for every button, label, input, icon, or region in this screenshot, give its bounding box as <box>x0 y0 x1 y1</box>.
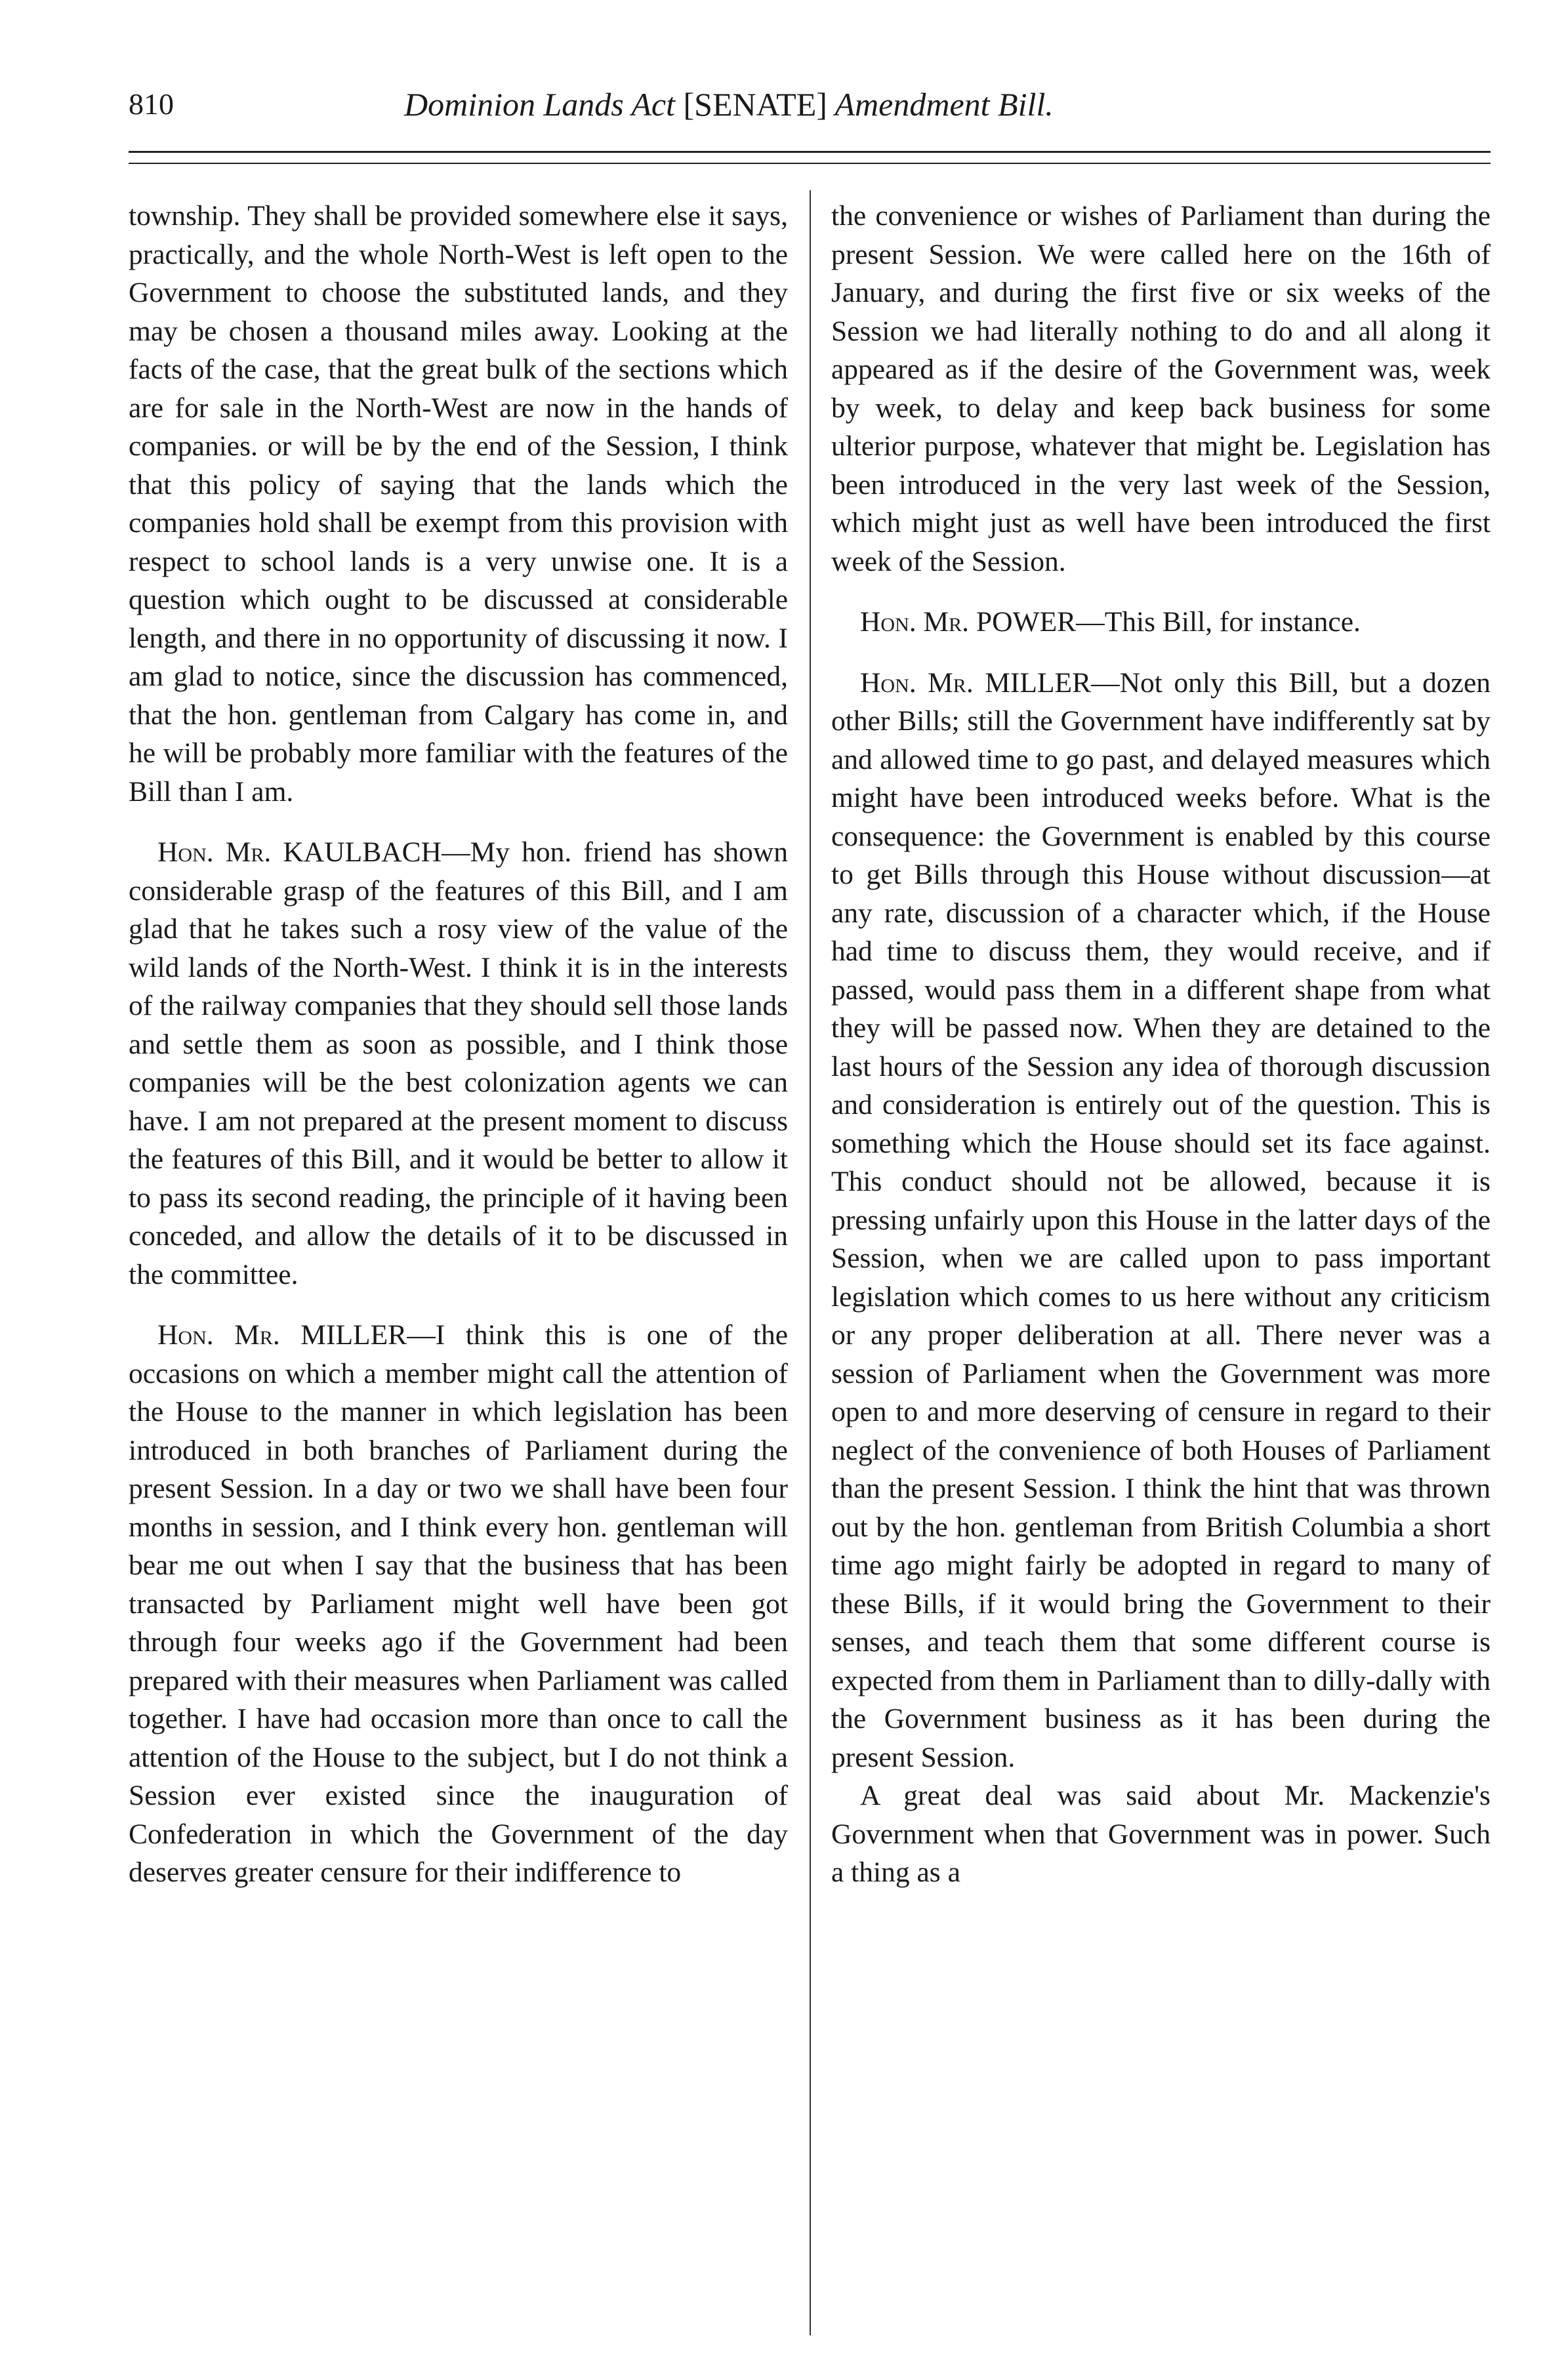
paragraph-text: I think this is one of the occasions on which a member might call the attention of the House to the manner in which legislation has been introduced in both branches of Parliament during the present Session. In a day or two we shall have been four months in session, and I think every hon. gentleman will bear me out when I say that the business that has been transacted by Parliament might well have been got through four weeks ago if the Government had been prepared with their measures when Parliament was called together. I have had occasion more than once to call the attention of the House to the subject, but I do not think a Session ever existed since the inauguration of Confederation in which the Government of the day deserves greater censure for their indifference to <box>129 1319 789 1888</box>
header-rule-bottom <box>129 163 1491 164</box>
paragraph <box>129 1316 788 1892</box>
paragraph-text: Not only this Bill, but a dozen other Bills; still the Government have indifferently sat by and allowed time to go past, and delayed measures which might have been introduced weeks before. What is the consequence: the Government is enabled by this course to get Bills through this House without discussion—at any rate, discussion of a character which, if the House had time to discuss them, they would receive, and if passed, would pass them in a different shape from what they will be passed now. When they are detained to the last hours of the Session any idea of thorough discussion and consideration is entirely out of the question. This is something which the House should set its face against. This conduct should not be allowed, because it is pressing unfairly upon this House in the latter days of the Session, when we are called upon to pass important legislation which comes to us here without any criticism or any proper deliberation at all. There never was a session of Parliament when the Government was more open to and more deserving of censure in regard to their neglect of the convenience of both Houses of Parliament than the present Session. I think the hint that was thrown out by the hon. gentleman from British Columbia a short time ago might fairly be adopted in regard to many of these Bills, if it would bring the Government to their senses, and teach them that some different course is expected from them in Parliament than to dilly-dally with the Government business as it has been during the present Session. <box>831 667 1491 1773</box>
paragraph-text: My hon. friend has shown considerable grasp of the features of this Bill, and I am glad that he takes such a rosy view of the value of the wild lands of the North-West. I think it is in the interests of the railway companies that they should sell those lands and settle them as soon as possible, and I think those companies will be the best colonization agents we can have. I am not prepared at the present moment to discuss the features of this Bill, and it would be better to allow it to pass its second reading, the principle of it having been conceded, and allow the details of it to be discussed in the committee. <box>129 836 789 1290</box>
paragraph <box>831 603 1491 642</box>
speaker-name: Hon. Mr. MILLER— <box>860 667 1120 699</box>
title-right: Amendment Bill. <box>827 86 1054 123</box>
hansard-page <box>129 79 1491 2349</box>
paragraph <box>831 197 1491 581</box>
paragraph-text: This Bill, for instance. <box>1104 606 1361 638</box>
paragraph <box>129 833 788 1294</box>
running-title <box>404 85 1054 123</box>
speaker-name: Hon. Mr. POWER— <box>860 606 1105 638</box>
page-number: 810 <box>129 87 174 121</box>
paragraph <box>129 197 788 811</box>
title-left: Dominion Lands Act <box>404 86 684 123</box>
title-chamber: [SENATE] <box>683 86 827 123</box>
header-rule-top <box>129 151 1491 153</box>
paragraph-text: A great deal was said about Mr. Mackenzie's Government when that Government was in power. Such a thing as a <box>831 1780 1491 1888</box>
paragraph <box>831 664 1491 1777</box>
paragraph-text: township. They shall be provided somewhere else it says, practically, and the whole North-West is left open to the Government to choose the substituted lands, and they may be chosen a thousand miles away. Looking at the facts of the case, that the great bulk of the sections which are for sale in the North-West are now in the hands of companies. or will be by the end of the Session, I think that this policy of saying that the lands which the companies hold shall be exempt from this provision with respect to school lands is a very unwise one. It is a question which ought to be discussed at considerable length, and there in no opportunity of discussing it now. I am glad to notice, since the discussion has commenced, that the hon. gentleman from Calgary has come in, and he will be probably more familiar with the features of the Bill than I am. <box>129 200 788 808</box>
speaker-name: Hon. Mr. KAULBACH— <box>157 836 470 868</box>
column-divider <box>810 190 811 2335</box>
right-column <box>831 197 1491 1892</box>
left-column <box>129 197 788 1892</box>
page-header <box>129 79 1491 131</box>
speaker-name: Hon. Mr. MILLER— <box>157 1319 436 1351</box>
paragraph-text: the convenience or wishes of Parliament than during the present Session. We were called here on the 16th of January, and during the first five or six weeks of the Session we had literally nothing to do and all along it appeared as if the desire of the Government was, week by week, to delay and keep back business for some ulterior purpose, whatever that might be. Legislation has been introduced in the very last week of the Session, which might just as well have been introduced the first week of the Session. <box>831 200 1491 577</box>
paragraph <box>831 1776 1491 1892</box>
